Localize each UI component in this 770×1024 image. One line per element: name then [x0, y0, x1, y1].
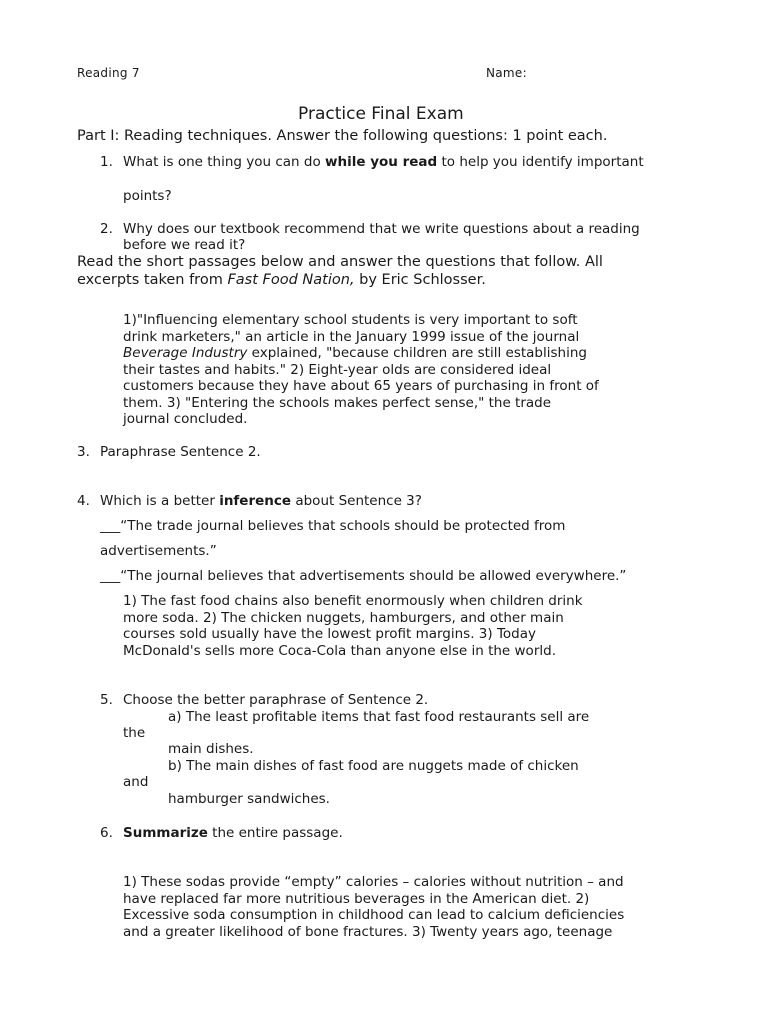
name-label: Name:	[486, 66, 527, 80]
question-number: 4.	[77, 493, 90, 509]
question-number: 5.	[100, 692, 113, 708]
question-3: Paraphrase Sentence 2.	[100, 444, 261, 460]
passage-2: 1) The fast food chains also benefit enormously when children drink more soda. 2) The chicken nuggets, hamburgers, and other main courses sold usually have the lowest profit margins. 3) Today McDonald's sells more Coca-Cola than anyone else in the world.	[123, 593, 583, 659]
choice-a-continued: main dishes.	[168, 741, 254, 757]
option-a: ___“The trade journal believes that schools should be protected from	[100, 518, 566, 534]
choice-b-continued: hamburger sandwiches.	[168, 791, 330, 807]
question-number: 6.	[100, 825, 113, 841]
passage-1: 1)"Influencing elementary school students is very important to soft drink marketers," an article in the January 1999 issue of the journal Beverage Industry explained, "because children are still establishing their tastes and habits." 2) Eight-year olds are considered ideal customers because they have about 65 years of purchasing in front of them. 3) "Entering the schools makes perfect sense," the trade journal concluded.	[123, 312, 599, 427]
question-1-continued: points?	[123, 188, 172, 204]
question-5: Choose the better paraphrase of Sentence 2.	[123, 692, 429, 708]
part-heading: Part I: Reading techniques. Answer the following questions: 1 point each.	[77, 128, 608, 144]
choice-a: a) The least profitable items that fast food restaurants sell are	[168, 709, 590, 725]
choice-a-wrap: the	[123, 725, 146, 741]
question-number: 3.	[77, 444, 90, 460]
page-title: Practice Final Exam	[298, 104, 464, 124]
course-label: Reading 7	[77, 66, 140, 80]
question-2-continued: before we read it?	[123, 237, 246, 253]
question-4: Which is a better inference about Sentence 3?	[100, 493, 422, 509]
passage-3: 1) These sodas provide “empty” calories – calories without nutrition – and have replaced far more nutritious beverages in the American diet. 2) Excessive soda consumption in childhood can lead to calcium deficiencies and a greater likelihood of bone fractures. 3) Twenty years ago, teenage	[123, 874, 625, 940]
option-b: ___“The journal believes that advertisements should be allowed everywhere.”	[100, 568, 627, 584]
question-number: 1.	[100, 154, 113, 170]
instructions: Read the short passages below and answer the questions that follow. All	[77, 254, 603, 270]
question-2: Why does our textbook recommend that we write questions about a reading	[123, 221, 640, 237]
choice-b: b) The main dishes of fast food are nuggets made of chicken	[168, 758, 579, 774]
question-number: 2.	[100, 221, 113, 237]
question-6: Summarize the entire passage.	[123, 825, 343, 841]
choice-b-wrap: and	[123, 774, 149, 790]
option-a-continued: advertisements.”	[100, 543, 217, 559]
question-1: What is one thing you can do while you read to help you identify important	[123, 154, 644, 170]
instructions-source: excerpts taken from Fast Food Nation, by Eric Schlosser.	[77, 272, 486, 288]
